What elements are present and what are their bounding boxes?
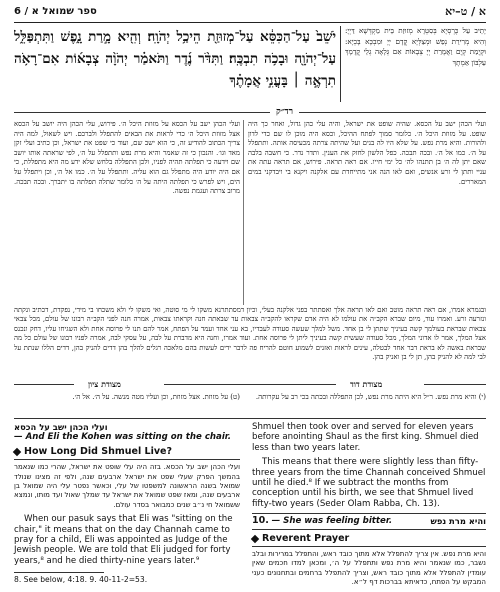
section-title-rule — [252, 546, 486, 547]
verse-number-10: 10. — [252, 515, 269, 527]
section-title-shmuel — [14, 447, 240, 457]
section-separator — [14, 418, 486, 419]
verse-translation-10: — She was feeling bitter. — [271, 516, 393, 527]
diamond-icon — [251, 535, 259, 543]
metzudos-rule-middle — [164, 384, 336, 385]
section-title-text: How Long Did Shmuel Live? — [24, 445, 172, 457]
verse-hebrew-snippet: ועלי הכהן ישב על הכסא — [14, 422, 108, 432]
english-paragraph-1: Shmuel then took over and served for eleven years before anointing Shaul as the first king. Shmuel died less than two years later. — [252, 422, 479, 453]
metzudos-david-label: מצודת דוד — [350, 379, 383, 389]
section-title-rule — [14, 459, 240, 460]
commentary-continuation: ובגמרא אמרו, אם ראה תראה מוטב ואם לאו תראה אלך ואסתתר בפני אלקנה בעלי, וכיון דמסתתרנא משקו לי מי סוטה, ואי משקו לי ולא משכחו בי מידי, נפקדת, דכתיב ונקתה ונזרעה זרע. ואמרו עוד, מיום שברא הקב״ה את עולמו לא היה אדם שקראו להקב״ה צבאות עד שבאתה חנה וקראתו צבאות, אמרה חנה לפני הקב״ה רבונו של עולם, מכל צבאי צבאות שבראת בעולמך קשה בעיניך שתתן לי בן אחד. משל למלך שעשה סעודה לעבדיו, בא עני אחד ועמד על הפתח, אמר להם תנו לי פרוסה אחת ולא השגיחו עליו, דחק ונכנס אצל המלך, אמר לו אדוני המלך, מכל סעודה שעשית קשה בעיניך ליתן לי פרוסה אחת. ועוד אמרו, וחנה היא מדברת על לבה, על עסקי לבה, אמרה לפניו רבונו של עולם כל מה שבראת באשה לא בראת דבר אחד לבטלה, עינים לראות ואזנים לשמוע חוטם להריח פה לדבר ידים לעשות בהם מלאכה רגלים להלך בהן דדים להניק בהן, דדים הללו שנתת על לבי למה לא להניק בהן, תן לי בן ואניק בהן. — [14, 306, 486, 362]
footnotes: 8. See below, 4:18. 9. 40-11-2=53. — [14, 575, 148, 585]
metzudos-david-text: (י) והיא מרת נפש. ר״ל היא היתה מרת נפש, לכן התפללה ובכתה בכי רב על עקרותה. — [255, 393, 486, 401]
section-title-prayer — [252, 534, 486, 544]
english-column-right — [252, 422, 486, 592]
verse-translation-10-wrap — [252, 516, 392, 526]
commentary-rule — [14, 112, 486, 113]
metzudos-tzion-label: מצודת ציון — [88, 379, 121, 389]
metzudos-header — [14, 379, 486, 391]
chapter-label: א / ט–יא — [445, 5, 486, 18]
commentary-column-left: ועלי הכהן ישב על הכסא על מזוזת היכל ה׳. פירוש, עלי הכהן היה יושב על הכסא אצל מזוזת היכל ה׳ כדי לראות את הבאים להתפלל ולברכם. ויש לשאול, למה היה צריך הכתוב להודיע זה, כי הוא ישב שם, ועוד כי שפט את ישראל, וכן כתיב ועלי זקן מאד וגו׳. והנכון כי זה שאמר והיא מרת נפש ותתפלל על ה׳, לפי שראתה אותו יושב שם וידעה כי תפלתה תהיה לפניו, ולכן התפללה בלחש שלא ידע מה היא מתפללת, כי אם היה יודע היה מתפלל גם הוא עליה. ותתפלל על ה׳. כמו אל ה׳, וכן ויתפלל על הים, ויש לפרש כי תפלתה היתה על ה׳ כלומר שתלה תפלתה בו יתברך. ובכה תבכה. מרוב צרתה ועגמת נפשה. — [14, 120, 240, 196]
commentary-label: רד״ק — [270, 106, 299, 117]
hebrew-paragraph-right: והיא מרת נפש. אין צריך להתפלל אלא מתוך כובד ראש, והתפלל במרירות ובלב נשבר, כמו שנאמר והיא מרת נפש ותתפלל על ה׳, ומכאן למדו חכמים שאין עומדין להתפלל אלא מתוך כובד ראש, וצריך להתפלל ברחמים ובתחנונים כעני המבקש על הפתח, כדאיתא בברכות דף ל״א. — [252, 550, 486, 587]
targum-text: יָתֵיב עַל כֻּרְסְיָא בְּסִטְרָא מְזוּזַת בֵּית מַקְדְּשָׁא דַּיְיָ: וְהִיא מְרִירַת נְפַשׁ וּמְצַלְּיָא קֳדָם יְיָ וּמִבְכָּא בָּכְיָא: וּקְיָמַת קְיָם וַאֲמָרַת יְיָ צְבָאוֹת אִם גְּלָאָה גְלֵי קֳדָמָךְ עַלְבּוֹן אַמְתָךְ — [340, 26, 486, 102]
english-paragraph-2: This means that there were slightly less than fifty-three years from the time Channah conceived Shmuel until he died.⁸ If we subtract the months from conception until his birth, we see that Shmuel lived fifty-two years (Seder Olam Rabba, Ch. 13). — [252, 457, 486, 509]
english-paragraph-left: When our pasuk says that Eli was "sitting on the chair," it means that on the day Channah came to pray for a child, Eli was appointed as Judge of the Jewish people. We are told that Eli judged for forty years,⁸ and he died thirty-nine years later.⁹ — [14, 514, 233, 566]
metzudos-tzion-text: (ט) על מזוזת. אצל מזוזת, וכן ועליו מטה מנשה. על ה׳. אל ה׳. — [72, 393, 240, 401]
metzudos-rule-left — [14, 384, 74, 385]
commentary-header — [14, 106, 486, 118]
section-title-text: Reverent Prayer — [262, 532, 350, 544]
hebrew-paragraph-left: ועלי הכהן ישב על הכסא. בזה היה עלי שופט את ישראל, שהרי כמו שנאמר בהמשך הפרק שעלי שפט את ישראל ארבעים שנה, ולפי זה מצינו שנולד שמואל בשנה הראשונה למשפטו של עלי, וכאשר נפטר עלי היה שמואל בן ארבעים שנה, ומאז שפט שמואל את ישראל עד שמלך שאול ועד מותו, ונמצא ששמואל חי נ״ב שנים כמבואר בסדר עולם. — [14, 463, 240, 509]
commentary-column-right: ועלי הכהן ישב על הכסא. שהיה שופט את ישראל, והיה עלי כהן גדול, ואחר כך היה שופט. על מזוזת היכל ה׳. כלומר סמוך לפתח ההיכל, וכסא היה מוכן לו שם כדי לדון ולהורות. והיא מרת נפש. על שלא היו לה בנים ועל שהיתה צרתה מכעיסה אותה. ותתפלל על ה׳. כמו אל ה׳. ובכה תבכה. כפל הלשון לחזק את הענין. ותדר נדר. כי חשבה בלבה שאם יתן לה ה׳ בן תתנהו לה׳ כל ימי חייו. אם ראה תראה. פירוש, אם תראה עתה את עניי ותתן לי זרע אנשים, ואם לאו הנה אני מתייחדת עם אלקנה ויקנא בי ויבדקני במים המאררים. — [248, 120, 486, 186]
main-verses: יֹשֵׁב֙ עַל־הַכִּסֵּ֔א עַל־מְזוּזַ֖ת הֵיכַ֥ל יְהֹוָֽה׃ וְהִ֖יא מָ֣רַת נָ֑פֶשׁ וַתִּתְפַּלֵּ֥ל עַל־יְהֹוָ֖ה וּבָכֹ֥ה תִבְכֶּֽה׃ וַתִּדֹּ֨ר נֶ֜דֶר וַתֹּאמַ֗ר יְהֹוָ֨ה צְבָא֜וֹת אִם־רָאֹ֥ה תִרְאֶ֣ה ׀ בָּעֳנִ֣י אֲמָתֶ֗ךָ — [14, 29, 336, 89]
metzudos-rule-right — [424, 384, 486, 385]
verse-label-10 — [252, 513, 486, 529]
diamond-icon — [13, 448, 21, 456]
page-header — [14, 4, 486, 23]
footnote-rule — [14, 572, 104, 573]
verse-label-9 — [14, 422, 240, 432]
verse-hebrew-10: והיא מרת נפש — [430, 516, 486, 527]
column-divider — [243, 120, 244, 305]
verse-translation-9: — And Eli the Kohen was sitting on the chair. — [14, 432, 232, 443]
english-column-left — [14, 422, 240, 592]
page-number-label: 6 / ספר שמואל א — [14, 6, 97, 17]
